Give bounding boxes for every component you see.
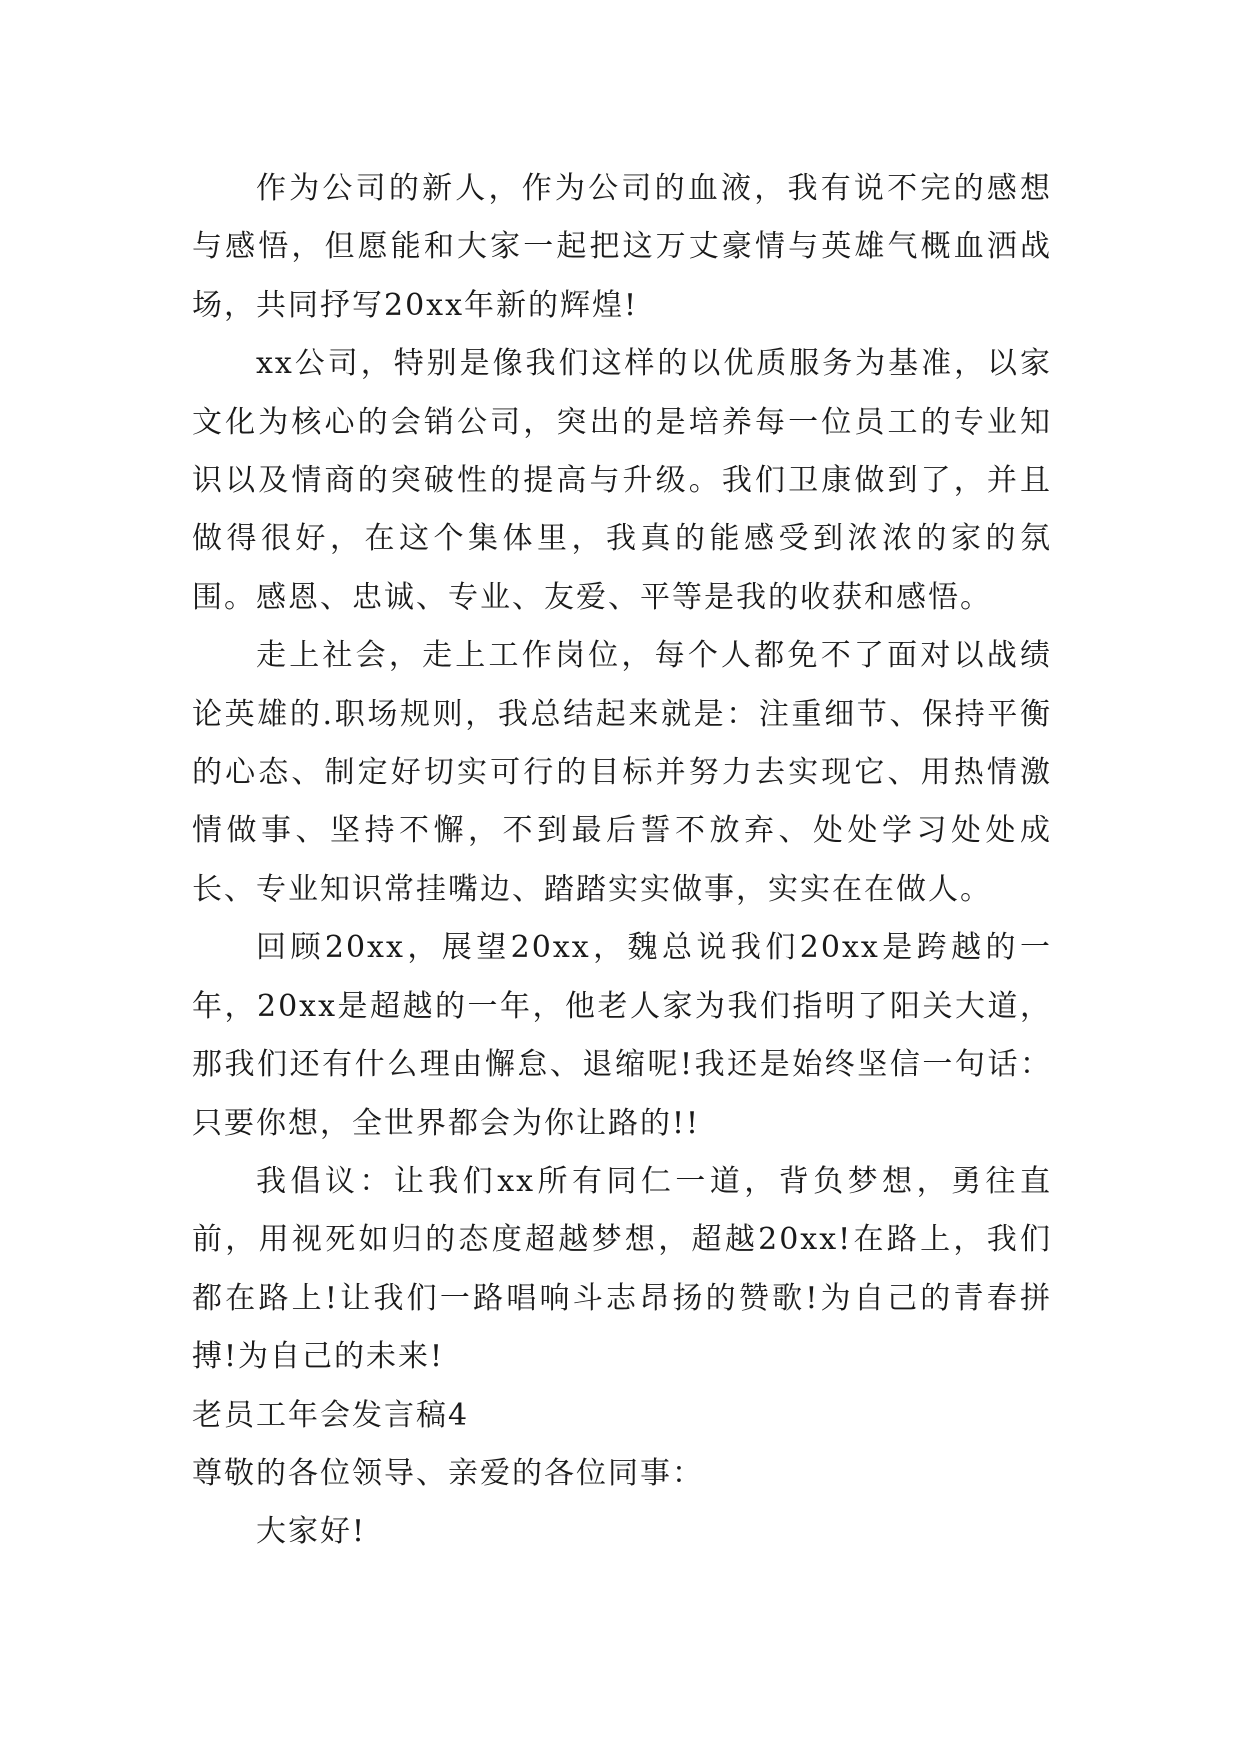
paragraph-3: 走上社会，走上工作岗位，每个人都免不了面对以战绩论英雄的.职场规则，我总结起来就是：注重细节、保持平衡的心态、制定好切实可行的目标并努力去实现它、用热情激情做事、坚持不懈，不到最后誓不放弃、处处学习处处成长、专业知识常挂嘴边、踏踏实实做事，实实在在做人。: [192, 638, 1052, 907]
greeting: 大家好!: [256, 1514, 367, 1550]
paragraph-1: 作为公司的新人，作为公司的血液，我有说不完的感想与感悟，但愿能和大家一起把这万丈豪情与英雄气概血洒战场，共同抒写20xx年新的辉煌!: [192, 171, 1052, 323]
salutation: 尊敬的各位领导、亲爱的各位同事：: [192, 1455, 704, 1491]
paragraph-2: xx公司，特别是像我们这样的以优质服务为基准，以家文化为核心的会销公司，突出的是培养每一位员工的专业知识以及情商的突破性的提高与升级。我们卫康做到了，并且做得很好，在这个集体里，我真的能感受到浓浓的家的氛围。感恩、忠诚、专业、友爱、平等是我的收获和感悟。: [192, 346, 1052, 615]
paragraph-4: 回顾20xx，展望20xx，魏总说我们20xx是跨越的一年，20xx是超越的一年，他老人家为我们指明了阳关大道，那我们还有什么理由懈怠、退缩呢!我还是始终坚信一句话：只要你想，全世界都会为你让路的!!: [192, 930, 1052, 1141]
section-title: 老员工年会发言稿4: [192, 1397, 470, 1433]
document-body: [192, 160, 1052, 1562]
paragraph-5: 我倡议：让我们xx所有同仁一道，背负梦想，勇往直前，用视死如归的态度超越梦想，超越20xx!在路上，我们都在路上!让我们一路唱响斗志昂扬的赞歌!为自己的青春拼搏!为自己的未来!: [192, 1163, 1052, 1375]
